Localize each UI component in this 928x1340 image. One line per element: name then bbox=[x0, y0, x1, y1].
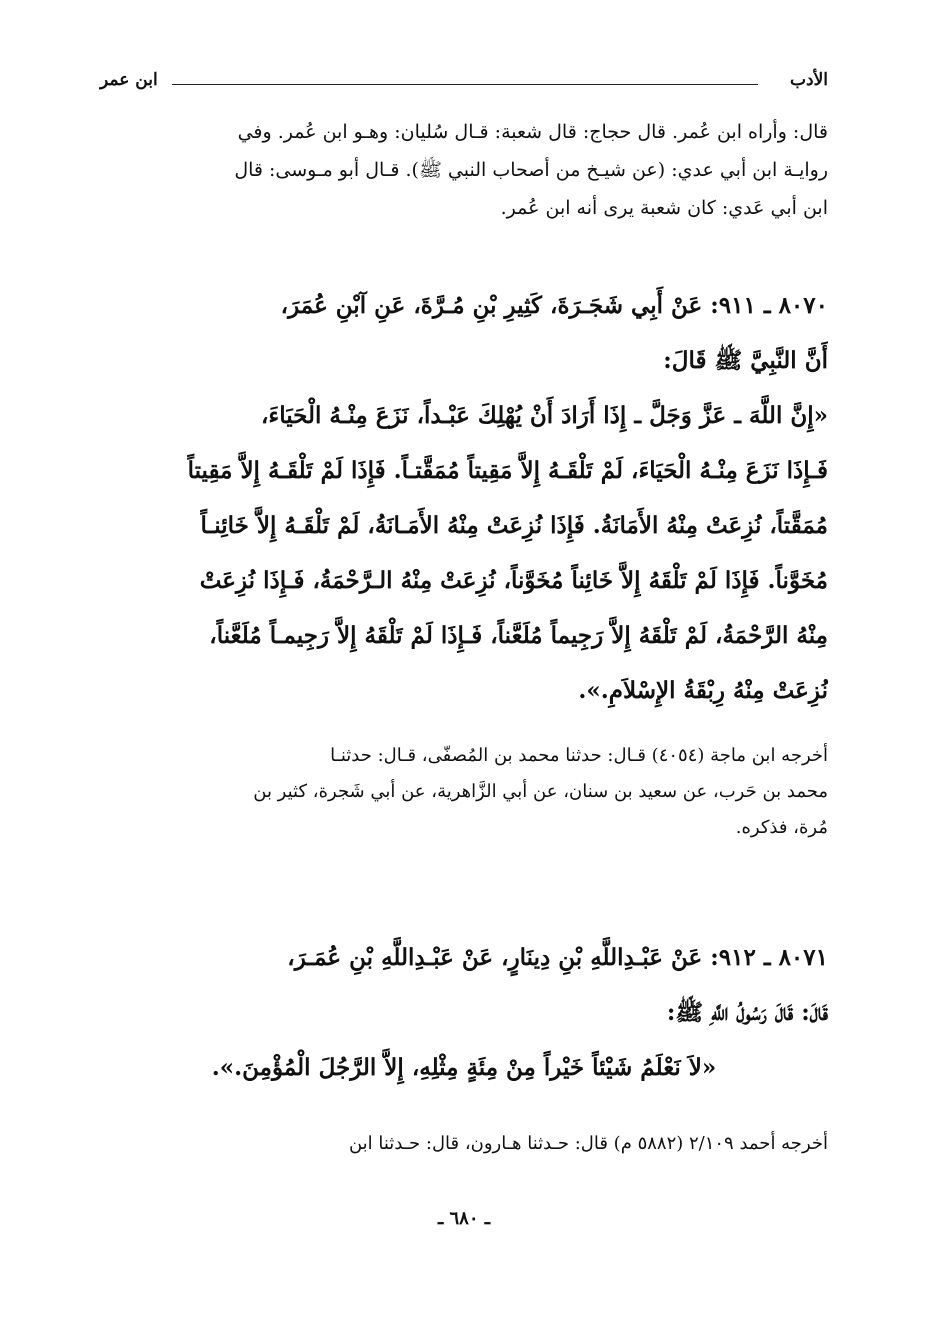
note-line: ابن أبي عَدي: كان شعبة يرى أنه ابن عُمر. bbox=[500, 197, 828, 219]
hadith-line: أَنَّ النَّبِيَّ ﷺ قَالَ: bbox=[663, 347, 828, 374]
subject-title: ابن عمر bbox=[100, 70, 158, 90]
page-number: ـ ٦٨٠ ـ bbox=[437, 1208, 491, 1229]
source-citation-2 bbox=[100, 1126, 828, 1162]
hadith-line: مِنْهُ الرَّحْمَةُ، لَمْ تَلْقَهُ إِلاَّ رَجِيماً مُلَعَّناً، فَـإِذَا لَمْ تَلْقَهُ إِلاَّ رَجِيمـاً مُلَعَّناً، bbox=[209, 622, 828, 649]
header-rule bbox=[172, 84, 758, 85]
hadith-line: مُمَقَّتاً، نُزِعَتْ مِنْهُ الأَمَانَةُ. فَإِذَا نُزِعَتْ مِنْهُ الأَمَـانَةُ، لَمْ تَلْقَـهُ إِلاَّ خَائِنـاً bbox=[200, 512, 828, 539]
hadith-line: ٨٠٧١ ـ ٩١٢: عَنْ عَبْـدِاللَّهِ بْنِ دِينَارٍ، عَنْ عَبْـدِاللَّهِ بْنِ عُمَـرَ، bbox=[287, 944, 828, 971]
note-line: قال: وأراه ابن عُمر. قال حجاج: قال شعبة: قـال سُليان: وهـو ابن عُمر. وفي bbox=[237, 121, 828, 143]
citation-line: أخرجه ابن ماجة (٤٠٥٤) قـال: حدثنا محمد بن المُصفّى، قـال: حدثنـا bbox=[330, 745, 828, 766]
citation-line: محمد بن حَرب، عن سعيد بن سنان، عن أبي الزَّاهرية، عن أبي شَجرة، كثير بن bbox=[253, 781, 828, 802]
source-citation-1 bbox=[100, 738, 828, 846]
commentary-note bbox=[100, 113, 828, 227]
citation-line: مُرة، فذكره. bbox=[735, 817, 828, 838]
running-header bbox=[100, 70, 828, 100]
hadith-line: ٨٠٧٠ ـ ٩١١: عَنْ أَبِي شَجَـرَةَ، كَثِيرِ بْنِ مُـرَّةَ، عَنِ آبْنِ عُمَرَ، bbox=[280, 292, 828, 319]
hadith-line: نُزِعَتْ مِنْهُ رِبْقَةُ الإِسْلاَمِ.». bbox=[578, 677, 828, 704]
hadith-line: مُخَوَّناً. فَإِذَا لَمْ تَلْقَهُ إِلاَّ خَائِناً مُخَوَّناً، نُزِعَتْ مِنْهُ الـرَّحْمَةُ، فَـإِذَا نُزِعَتْ bbox=[199, 567, 828, 594]
note-line: روايـة ابن أبي عدي: (عن شيـخ من أصحاب النبي ﷺ). قـال أبو مـوسى: قال bbox=[234, 159, 828, 181]
hadith-line: فَـإِذَا نَزَعَ مِنْـهُ الْحَيَاءَ، لَمْ تَلْقَـهُ إِلاَّ مَقِيتاً مُمَقَّتـاً. فَإِذَا لَمْ تَلْقَـهُ إِلاَّ مَقِيتاً bbox=[187, 457, 828, 484]
chapter-title: الأدب bbox=[790, 70, 828, 90]
hadith-8071 bbox=[100, 930, 828, 1095]
hadith-line: «لاَ نَعْلَمُ شَيْئاً خَيْراً مِنْ مِئَةٍ مِثْلِهِ، إِلاَّ الرَّجُلَ الْمُؤْمِنَ.». bbox=[211, 1054, 717, 1081]
hadith-8070 bbox=[100, 278, 828, 718]
citation-line: أخرجه أحمد ٢/١٠٩ (٥٨٨٢ م) قال: حـدثنا هـارون، قال: حـدثنا ابن bbox=[348, 1133, 828, 1154]
hadith-line: قَالَ: قَالَ رَسُولُ اللَّهِ ﷺ: bbox=[666, 999, 828, 1026]
hadith-line: «إِنَّ اللَّهَ ـ عَزَّ وَجَلَّ ـ إِذَا أَرَادَ أَنْ يُهْلِكَ عَبْـداً، نَزَعَ مِنْـهُ الْحَيَاءَ، bbox=[260, 402, 828, 429]
